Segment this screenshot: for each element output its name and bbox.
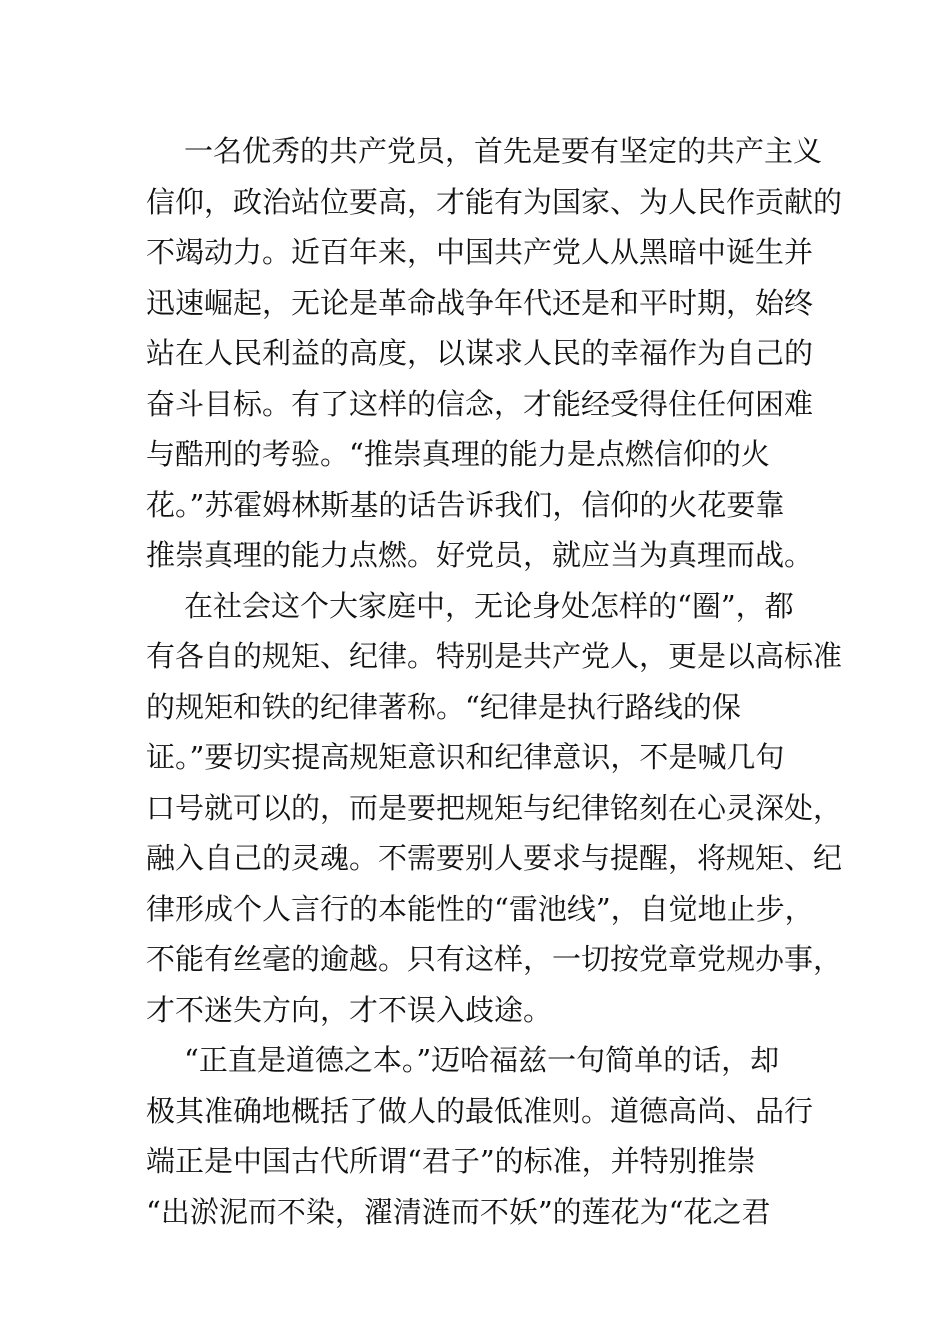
document-body bbox=[146, 126, 843, 1237]
text-line: 不竭动力。近百年来，中国共产党人从黑暗中诞生并 bbox=[146, 235, 814, 269]
text-line: “正直是道德之本。”迈哈福兹一句简单的话，却 bbox=[184, 1043, 780, 1077]
text-line: 与酷刑的考验。“推崇真理的能力是点燃信仰的火 bbox=[146, 437, 770, 471]
text-line: 才不迷失方向，才不误入歧途。 bbox=[146, 992, 553, 1027]
text-line: 花。”苏霍姆林斯基的话告诉我们，信仰的火花要靠 bbox=[146, 487, 785, 522]
text-line: 端正是中国古代所谓“君子”的标准，并特别推崇 bbox=[146, 1144, 756, 1178]
text-line: 极其准确地概括了做人的最低准则。道德高尚、品行 bbox=[146, 1093, 814, 1128]
text-line: 站在人民利益的高度，以谋求人民的幸福作为自己的 bbox=[146, 336, 814, 370]
text-line: 的规矩和铁的纪律著称。“纪律是执行路线的保 bbox=[146, 689, 741, 724]
text-line: “出淤泥而不染，濯清涟而不妖”的莲花为“花之君 bbox=[146, 1194, 771, 1229]
text-line: 奋斗目标。有了这样的信念，才能经受得住任何困难 bbox=[146, 386, 814, 421]
text-line: 有各自的规矩、纪律。特别是共产党人，更是以高标准 bbox=[146, 639, 843, 673]
text-line: 融入自己的灵魂。不需要别人要求与提醒，将规矩、纪 bbox=[146, 841, 843, 875]
text-line: 推崇真理的能力点燃。好党员，就应当为真理而战。 bbox=[146, 538, 814, 572]
text-line: 证。”要切实提高规矩意识和纪律意识，不是喊几句 bbox=[146, 740, 785, 774]
text-line: 口号就可以的，而是要把规矩与纪律铭刻在心灵深处， bbox=[146, 790, 843, 825]
text-line: 迅速崛起，无论是革命战争年代还是和平时期，始终 bbox=[146, 285, 814, 320]
text-line: 在社会这个大家庭中，无论身处怎样的“圈”，都 bbox=[184, 588, 794, 623]
text-line: 不能有丝毫的逾越。只有这样，一切按党章党规办事， bbox=[146, 942, 843, 976]
text-line: 一名优秀的共产党员，首先是要有坚定的共产主义 bbox=[184, 134, 823, 168]
text-line: 律形成个人言行的本能性的“雷池线”，自觉地止步， bbox=[146, 891, 814, 926]
text-line: 信仰，政治站位要高，才能有为国家、为人民作贡献的 bbox=[146, 184, 843, 219]
